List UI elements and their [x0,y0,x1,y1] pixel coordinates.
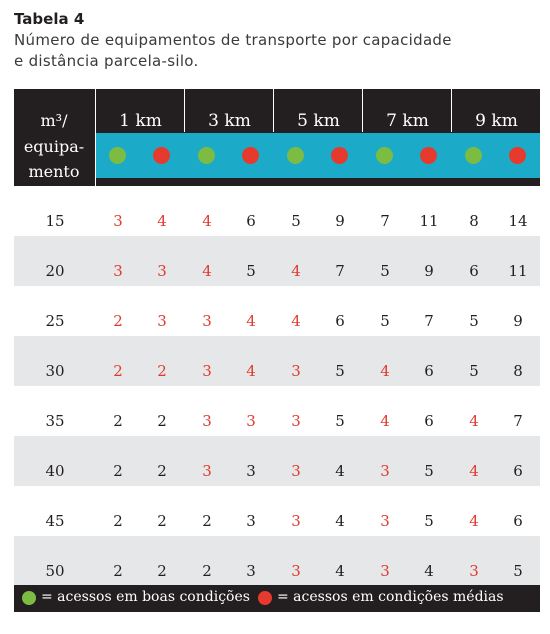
table-cell: 2 [113,512,123,530]
table-cell: 4 [335,512,345,530]
table-cell: 9 [335,212,345,230]
table-subtitle-line-2: e distância parcela-silo. [14,52,199,70]
table-cell: 3 [246,412,256,430]
table-cell: 2 [113,562,123,580]
table-cell: 5 [380,262,390,280]
table-cell: 4 [424,562,434,580]
table-cell: 6 [424,412,434,430]
good-access-dot-icon [465,147,482,164]
table-cell: 2 [113,362,123,380]
table-cell: 2 [113,462,123,480]
table-cell: 2 [157,462,167,480]
table-cell: 3 [202,312,212,330]
legend [14,585,540,612]
distance-header-7km: 7 km [386,111,429,131]
table-cell: 14 [508,212,528,230]
table-cell: 5 [424,462,434,480]
row-label: 45 [45,512,65,530]
row-label: 35 [45,412,65,430]
table-cell: 5 [513,562,523,580]
table-cell: 6 [335,312,345,330]
table-cell: 3 [202,362,212,380]
table-cell: 3 [157,262,167,280]
row-label-line-1: m³/ [40,111,68,130]
table-cell: 7 [380,212,390,230]
table-cell: 2 [113,412,123,430]
table-cell: 8 [513,362,523,380]
table-cell: 3 [380,512,390,530]
table-cell: 8 [469,212,479,230]
table-cell: 2 [202,512,212,530]
table-cell: 4 [380,362,390,380]
table-cell: 4 [202,262,212,280]
table-cell: 7 [424,312,434,330]
table-cell: 7 [335,262,345,280]
table-cell: 4 [380,412,390,430]
distance-header-9km: 9 km [475,111,518,131]
table-cell: 11 [419,212,439,230]
table-cell: 5 [291,212,301,230]
table-cell: 5 [335,362,345,380]
table-cell: 6 [513,462,523,480]
table-title: Tabela 4 [14,10,85,28]
table-cell: 2 [202,562,212,580]
table-cell: 3 [380,462,390,480]
table-cell: 5 [335,412,345,430]
legend-good-text: = acessos em boas condições [41,589,250,605]
good-access-dot-icon [376,147,393,164]
table-cell: 3 [202,462,212,480]
distance-header-5km: 5 km [297,111,340,131]
medium-access-dot-icon [509,147,526,164]
table-cell: 4 [469,512,479,530]
table-cell: 4 [469,412,479,430]
table-cell: 5 [469,362,479,380]
table-cell: 9 [513,312,523,330]
table-cell: 6 [513,512,523,530]
row-label-line-3: mento [28,162,80,181]
medium-access-dot-icon [420,147,437,164]
table-cell: 3 [113,212,123,230]
table-cell: 3 [291,412,301,430]
medium-access-dot-icon [258,591,272,605]
table-cell: 3 [246,462,256,480]
table-cell: 4 [291,312,301,330]
table-cell: 3 [291,362,301,380]
row-label-line-2: equipa- [23,137,85,156]
table-cell: 9 [424,262,434,280]
table-cell: 5 [469,312,479,330]
medium-access-dot-icon [242,147,259,164]
table-cell: 6 [246,212,256,230]
access-condition-header [96,133,540,178]
table-cell: 3 [469,562,479,580]
table-cell: 3 [157,312,167,330]
row-label: 40 [45,462,65,480]
table-cell: 3 [291,462,301,480]
table-cell: 4 [291,262,301,280]
table-cell: 3 [291,562,301,580]
distance-header-3km: 3 km [208,111,251,131]
table-cell: 4 [246,362,256,380]
good-access-dot-icon [109,147,126,164]
table-caption [14,8,452,72]
table-cell: 3 [380,562,390,580]
row-label: 20 [45,262,65,280]
good-access-dot-icon [22,591,36,605]
table-cell: 4 [335,462,345,480]
row-label: 30 [45,362,65,380]
table-cell: 7 [513,412,523,430]
table-subtitle-line-1: Número de equipamentos de transporte por capacidade [14,31,452,49]
good-access-dot-icon [198,147,215,164]
table-cell: 2 [157,412,167,430]
table-cell: 5 [246,262,256,280]
table-cell: 4 [335,562,345,580]
medium-access-dot-icon [331,147,348,164]
distance-header-1km: 1 km [119,111,162,131]
table-cell: 2 [157,562,167,580]
table-cell: 4 [157,212,167,230]
table-cell: 4 [469,462,479,480]
table-cell: 2 [113,312,123,330]
table-cell: 2 [157,512,167,530]
table-cell: 5 [424,512,434,530]
row-label: 25 [45,312,65,330]
good-access-dot-icon [287,147,304,164]
row-label: 50 [45,562,65,580]
table-cell: 3 [246,512,256,530]
table-cell: 5 [380,312,390,330]
table-cell: 6 [424,362,434,380]
table-cell: 6 [469,262,479,280]
table-cell: 4 [202,212,212,230]
table-cell: 3 [113,262,123,280]
row-label: 15 [45,212,65,230]
table-cell: 4 [246,312,256,330]
table-cell: 3 [246,562,256,580]
medium-access-dot-icon [153,147,170,164]
legend-medium-text: = acessos em condições médias [277,589,504,605]
table-cell: 11 [508,262,528,280]
table-cell: 2 [157,362,167,380]
table-cell: 3 [202,412,212,430]
table-cell: 3 [291,512,301,530]
